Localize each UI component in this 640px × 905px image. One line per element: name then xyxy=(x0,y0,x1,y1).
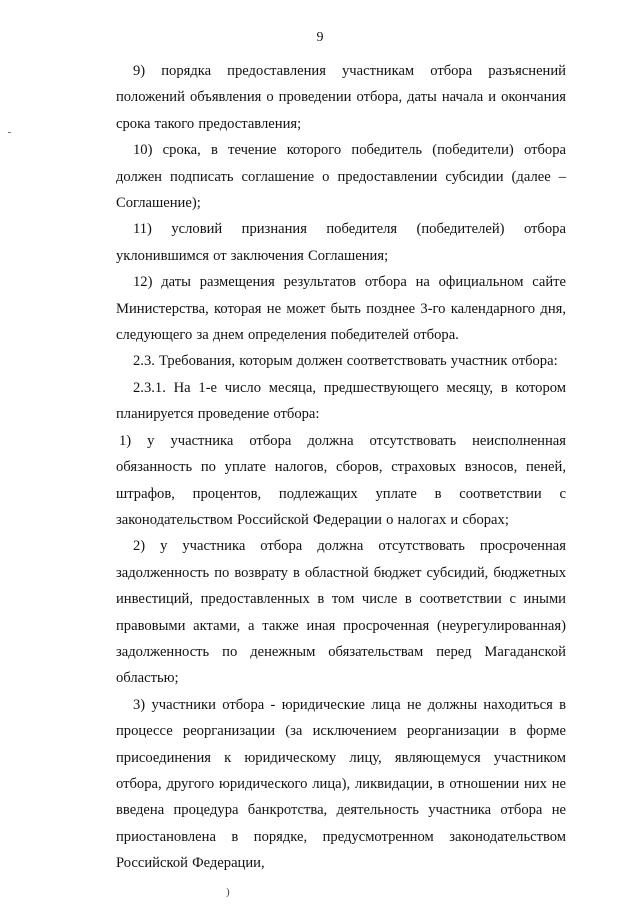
paragraph-requirement-1: 1) у участника отбора должна отсутствовать неисполненная обязанность по уплате налогов, сборов, страховых взносов, пеней, штрафов, процентов, подлежащих уплате в соответствии с законодательством Российской Федерации о налогах и сборах; xyxy=(116,432,566,528)
paragraph-item-11: 11) условий признания победителя (победителей) отбора уклонившимся от заключения Соглашения; xyxy=(116,221,566,264)
document-body xyxy=(116,58,566,877)
paragraph-section-2-3-1: 2.3.1. На 1-е число месяца, предшествующего месяцу, в котором планируется проведение отбора: xyxy=(116,379,566,423)
paragraph-requirement-2: 2) у участника отбора должна отсутствовать просроченная задолженность по возврату в областной бюджет субсидий, бюджетных инвестиций, предоставленных в том числе в соответствии с иными правовыми актами, а также иная просроченная (неурегулированная) задолженность по денежным обязательствам перед Магаданской областью; xyxy=(116,538,566,687)
paragraph-item-9: 9) порядка предоставления участникам отбора разъяснений положений объявления о проведении отбора, даты начала и окончания срока такого предоставления; xyxy=(116,63,566,132)
margin-mark xyxy=(8,132,11,133)
paragraph-item-10: 10) срока, в течение которого победитель (победители) отбора должен подписать соглашение о предоставлении субсидии (далее – Соглашение); xyxy=(116,142,566,212)
bottom-mark: ) xyxy=(226,886,230,898)
paragraph-item-12: 12) даты размещения результатов отбора на официальном сайте Министерства, которая не может быть позднее 3-го календарного дня, следующего за днем определения победителей отбора. xyxy=(116,274,566,344)
page-number: 9 xyxy=(316,30,324,45)
paragraph-section-2-3: 2.3. Требования, которым должен соответствовать участник отбора: xyxy=(133,353,558,370)
paragraph-requirement-3: 3) участники отбора - юридические лица не должны находиться в процессе реорганизации (за исключением реорганизации в форме присоединения к юридическому лицу, являющемуся участником отбора, другого юридического лица), ликвидации, в отношении них не введена процедура банкротства, деятельность участника отбора не приостановлена в порядке, предусмотренном законодательством Российской Федерации, xyxy=(116,696,566,872)
